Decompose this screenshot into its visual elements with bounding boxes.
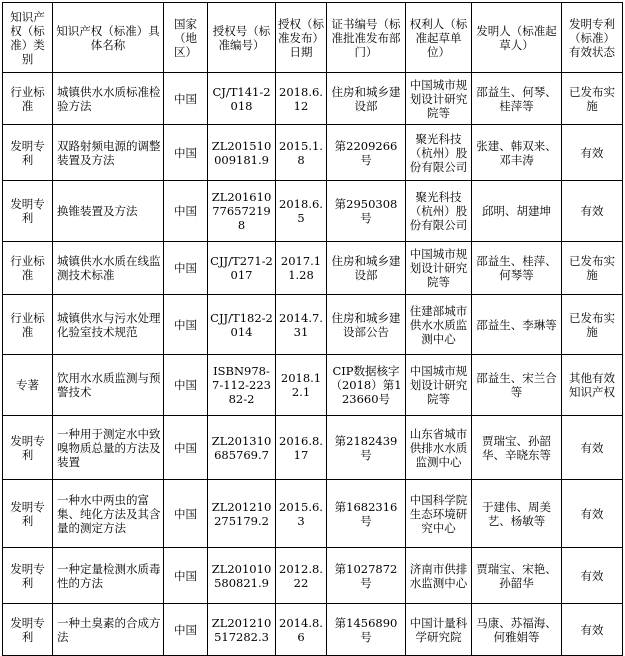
cell-country: 中国 — [164, 181, 208, 242]
cell-date: 2018.6.12 — [276, 73, 327, 125]
header-row — [3, 3, 623, 73]
cell-status: 有效 — [562, 604, 623, 656]
cell-inventor: 邵益生、何琴、桂萍等 — [472, 73, 562, 125]
cell-date: 2012.8.22 — [276, 548, 327, 604]
cell-certificate: 第2950308号 — [327, 181, 406, 242]
cell-status: 有效 — [562, 125, 623, 181]
cell-inventor: 邵益生、桂萍、何琴等 — [472, 242, 562, 295]
cell-inventor: 于建伟、周美艺、杨敏等 — [472, 480, 562, 548]
cell-inventor: 马康、苏福海、何雅娟等 — [472, 604, 562, 656]
cell-grant-no: CJJ/T271-2017 — [208, 242, 276, 295]
cell-owner: 聚光科技（杭州）股份有限公司 — [406, 125, 472, 181]
cell-name: 双路射频电源的调整装置及方法 — [53, 125, 164, 181]
cell-owner: 中国科学院生态环境研究中心 — [406, 480, 472, 548]
cell-grant-no: ZL201610776572198 — [208, 181, 276, 242]
cell-category: 发明专利 — [3, 604, 53, 656]
cell-owner: 住建部城市供水水质监测中心 — [406, 295, 472, 355]
cell-owner: 中国计量科学研究院 — [406, 604, 472, 656]
cell-certificate: 第1027872号 — [327, 548, 406, 604]
header-date: 授权（标准发布）日期 — [276, 3, 327, 73]
cell-name: 一种水中两虫的富集、纯化方法及其含量的测定方法 — [53, 480, 164, 548]
cell-status: 有效 — [562, 181, 623, 242]
cell-name: 一种用于测定水中致嗅物质总量的方法及装置 — [53, 416, 164, 480]
cell-grant-no: ZL201210275179.2 — [208, 480, 276, 548]
header-owner: 权利人（标准起草单位） — [406, 3, 472, 73]
cell-date: 2018.12.1 — [276, 355, 327, 416]
table-row — [3, 604, 623, 656]
cell-grant-no: ZL201510009181.9 — [208, 125, 276, 181]
cell-date: 2014.8.6 — [276, 604, 327, 656]
cell-certificate: 住房和城乡建设部公告 — [327, 295, 406, 355]
cell-country: 中国 — [164, 125, 208, 181]
header-name: 知识产权（标准）具体名称 — [53, 3, 164, 73]
cell-status: 其他有效知识产权 — [562, 355, 623, 416]
cell-country: 中国 — [164, 73, 208, 125]
cell-date: 2017.11.28 — [276, 242, 327, 295]
cell-owner: 山东省城市供排水水质监测中心 — [406, 416, 472, 480]
cell-name: 城镇供水与污水处理化验室技术规范 — [53, 295, 164, 355]
cell-date: 2014.7.31 — [276, 295, 327, 355]
cell-certificate: 第2182439号 — [327, 416, 406, 480]
cell-category: 行业标准 — [3, 295, 53, 355]
cell-grant-no: ZL201010580821.9 — [208, 548, 276, 604]
table-row — [3, 73, 623, 125]
cell-date: 2015.6.3 — [276, 480, 327, 548]
cell-name: 饮用水水质监测与预警技术 — [53, 355, 164, 416]
header-inventor: 发明人（标准起草人） — [472, 3, 562, 73]
cell-date: 2018.6.5 — [276, 181, 327, 242]
cell-certificate: 第2209266号 — [327, 125, 406, 181]
cell-inventor: 贾瑞宝、孙韶华、辛晓东等 — [472, 416, 562, 480]
cell-certificate: 第1682316号 — [327, 480, 406, 548]
cell-grant-no: ISBN978-7-112-22382-2 — [208, 355, 276, 416]
header-country: 国家（地区） — [164, 3, 208, 73]
cell-country: 中国 — [164, 480, 208, 548]
cell-inventor: 邵益生、李琳等 — [472, 295, 562, 355]
table-row — [3, 548, 623, 604]
cell-category: 专著 — [3, 355, 53, 416]
ip-table — [2, 2, 623, 656]
header-category: 知识产权（标准）类别 — [3, 3, 53, 73]
cell-category: 发明专利 — [3, 480, 53, 548]
cell-country: 中国 — [164, 604, 208, 656]
table-row — [3, 416, 623, 480]
cell-country: 中国 — [164, 416, 208, 480]
table-row — [3, 125, 623, 181]
cell-category: 行业标准 — [3, 73, 53, 125]
cell-inventor: 贾瑞宝、宋艳、孙韶华 — [472, 548, 562, 604]
cell-country: 中国 — [164, 355, 208, 416]
cell-date: 2016.8.17 — [276, 416, 327, 480]
cell-name: 一种土臭素的合成方法 — [53, 604, 164, 656]
cell-country: 中国 — [164, 242, 208, 295]
cell-owner: 济南市供排水监测中心 — [406, 548, 472, 604]
cell-certificate: CIP数据核字（2018）第123660号 — [327, 355, 406, 416]
cell-name: 城镇供水水质标准检验方法 — [53, 73, 164, 125]
cell-name: 一种定量检测水质毒性的方法 — [53, 548, 164, 604]
cell-inventor: 邱明、胡建坤 — [472, 181, 562, 242]
cell-status: 已发布实施 — [562, 295, 623, 355]
cell-category: 发明专利 — [3, 125, 53, 181]
cell-status: 有效 — [562, 480, 623, 548]
cell-status: 已发布实施 — [562, 242, 623, 295]
header-status: 发明专利（标准）有效状态 — [562, 3, 623, 73]
cell-owner: 中国城市规划设计研究院等 — [406, 73, 472, 125]
header-certificate: 证书编号（标准批准发布部门） — [327, 3, 406, 73]
cell-status: 有效 — [562, 416, 623, 480]
cell-status: 有效 — [562, 548, 623, 604]
table-row — [3, 181, 623, 242]
cell-category: 发明专利 — [3, 181, 53, 242]
table-row — [3, 355, 623, 416]
header-grant-no: 授权号（标准编号） — [208, 3, 276, 73]
cell-owner: 中国城市规划设计研究院等 — [406, 242, 472, 295]
table-row — [3, 480, 623, 548]
cell-name: 城镇供水水质在线监测技术标准 — [53, 242, 164, 295]
cell-inventor: 邵益生、宋兰合等 — [472, 355, 562, 416]
cell-category: 行业标准 — [3, 242, 53, 295]
table-row — [3, 295, 623, 355]
cell-grant-no: CJJ/T182-2014 — [208, 295, 276, 355]
cell-owner: 中国城市规划设计研究院等 — [406, 355, 472, 416]
cell-inventor: 张建、韩双来、邓丰涛 — [472, 125, 562, 181]
cell-certificate: 第1456890号 — [327, 604, 406, 656]
cell-grant-no: CJ/T141-2018 — [208, 73, 276, 125]
cell-name: 换锥装置及方法 — [53, 181, 164, 242]
cell-category: 发明专利 — [3, 548, 53, 604]
table-row — [3, 242, 623, 295]
cell-certificate: 住房和城乡建设部 — [327, 242, 406, 295]
cell-date: 2015.1.8 — [276, 125, 327, 181]
cell-grant-no: ZL201210517282.3 — [208, 604, 276, 656]
cell-owner: 聚光科技（杭州）股份有限公司 — [406, 181, 472, 242]
cell-country: 中国 — [164, 548, 208, 604]
cell-category: 发明专利 — [3, 416, 53, 480]
cell-status: 已发布实施 — [562, 73, 623, 125]
cell-certificate: 住房和城乡建设部 — [327, 73, 406, 125]
cell-country: 中国 — [164, 295, 208, 355]
cell-grant-no: ZL201310685769.7 — [208, 416, 276, 480]
